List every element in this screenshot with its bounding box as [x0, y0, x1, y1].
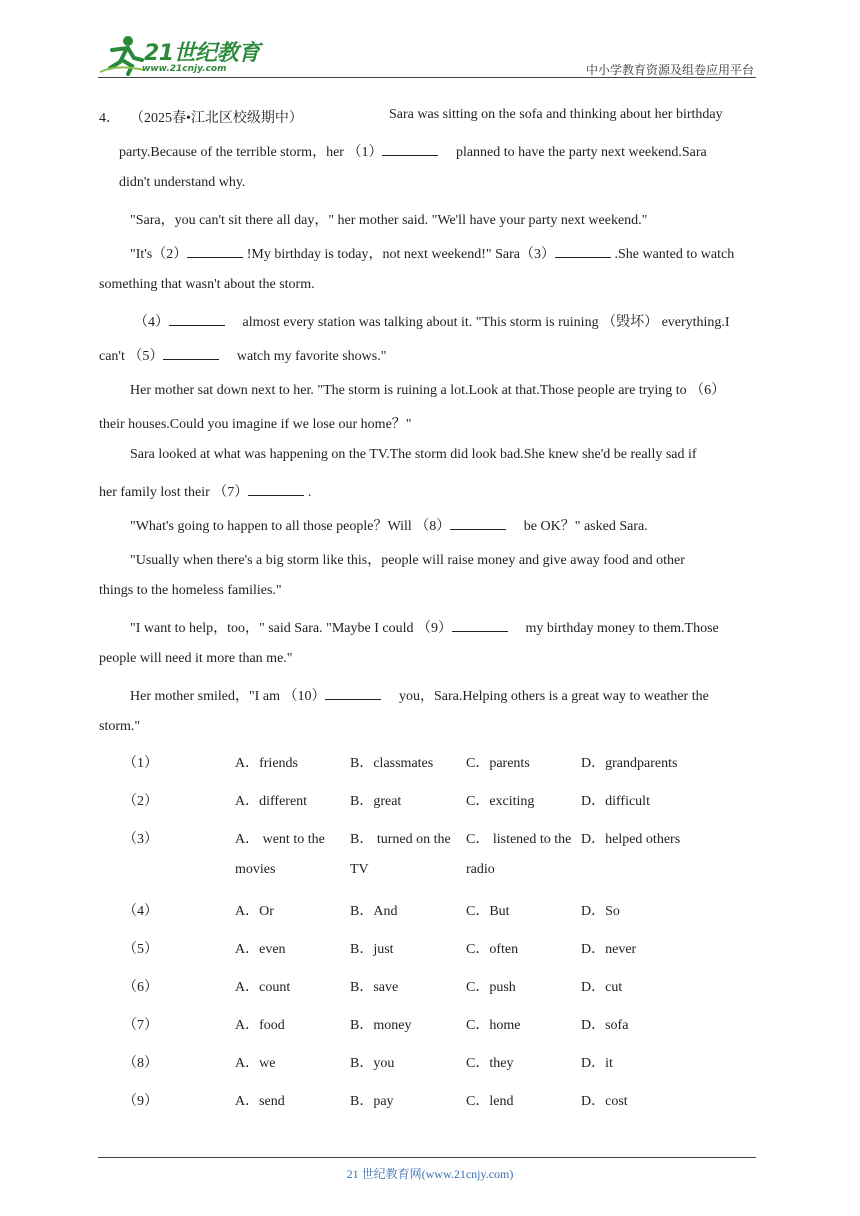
passage-line: "Sara，you can't sit there all day，" her mother said. "We'll have your party next weekend.": [130, 213, 648, 228]
option-b[interactable]: B．just: [350, 942, 394, 957]
option-a[interactable]: A．even: [235, 942, 286, 957]
option-row-number: （5）: [123, 942, 158, 957]
passage-line: "What's going to happen to all those people？Will （8） be OK？" asked Sara.: [130, 515, 648, 535]
option-c[interactable]: C．home: [466, 1018, 521, 1033]
option-b[interactable]: B．you: [350, 1056, 395, 1071]
passage-line: storm.": [99, 719, 141, 734]
option-row-number: （7）: [123, 1018, 158, 1033]
answer-blank[interactable]: [450, 515, 506, 530]
platform-title: 中小学教育资源及组卷应用平台: [585, 63, 754, 77]
option-a[interactable]: A． went to the: [235, 832, 325, 847]
footer-link[interactable]: 21 世纪教育网(www.21cnjy.com): [346, 1167, 514, 1181]
option-d[interactable]: D．cost: [581, 1094, 628, 1109]
answer-blank[interactable]: [248, 481, 304, 496]
option-a[interactable]: A．count: [235, 980, 291, 995]
option-c[interactable]: C．lend: [466, 1094, 514, 1109]
option-a[interactable]: A．different: [235, 794, 308, 809]
passage-line: "Usually when there's a big storm like this，people will raise money and give away food and other: [130, 553, 685, 568]
option-row-number: （2）: [123, 794, 158, 809]
option-d[interactable]: D．never: [581, 942, 637, 957]
logo-url: www.21cnjy.com: [142, 64, 227, 74]
option-row-number: （6）: [123, 980, 158, 995]
option-b[interactable]: B．great: [350, 794, 402, 809]
option-row-number: （8）: [123, 1056, 158, 1071]
option-c[interactable]: C．But: [466, 904, 510, 919]
passage-line: something that wasn't about the storm.: [99, 277, 315, 292]
option-a-continued[interactable]: movies: [235, 862, 276, 877]
option-a[interactable]: A．send: [235, 1094, 285, 1109]
option-d[interactable]: D．grandparents: [581, 756, 678, 771]
answer-blank[interactable]: [169, 311, 225, 326]
option-b[interactable]: B．classmates: [350, 756, 434, 771]
passage-line: people will need it more than me.": [99, 651, 293, 666]
option-d[interactable]: D．helped others: [581, 832, 681, 847]
option-d[interactable]: D．difficult: [581, 794, 650, 809]
option-a[interactable]: A．friends: [235, 756, 298, 771]
passage-line: （4） almost every station was talking about it. "This storm is ruining （毁坏） everything.I: [134, 311, 730, 331]
passage-line: party.Because of the terrible storm，her （1） planned to have the party next weekend.Sara: [119, 141, 707, 161]
option-row-number: （4）: [123, 904, 158, 919]
option-b-continued[interactable]: TV: [350, 862, 369, 877]
passage-line: Her mother sat down next to her. "The storm is ruining a lot.Look at that.Those people are trying to （6）: [130, 383, 726, 398]
passage-line: can't （5） watch my favorite shows.": [99, 345, 386, 365]
question-number: 4．: [99, 111, 120, 126]
passage-line: things to the homeless families.": [99, 583, 282, 598]
option-row-number: （9）: [123, 1094, 158, 1109]
option-b[interactable]: B．save: [350, 980, 399, 995]
runner-logo-icon: [98, 34, 146, 76]
option-a[interactable]: A．Or: [235, 904, 274, 919]
answer-blank[interactable]: [187, 243, 243, 258]
option-b[interactable]: B．pay: [350, 1094, 394, 1109]
option-a[interactable]: A．we: [235, 1056, 276, 1071]
option-b[interactable]: B．money: [350, 1018, 412, 1033]
option-c[interactable]: C．often: [466, 942, 519, 957]
option-b[interactable]: B． turned on the: [350, 832, 451, 847]
option-c-continued[interactable]: radio: [466, 862, 495, 877]
answer-blank[interactable]: [555, 243, 611, 258]
option-c[interactable]: C．push: [466, 980, 516, 995]
option-d[interactable]: D．it: [581, 1056, 613, 1071]
option-b[interactable]: B．And: [350, 904, 398, 919]
passage-line: didn't understand why.: [119, 175, 246, 190]
option-c[interactable]: C．they: [466, 1056, 514, 1071]
option-c[interactable]: C．exciting: [466, 794, 535, 809]
option-a[interactable]: A．food: [235, 1018, 285, 1033]
page-header: [98, 28, 756, 78]
header-divider: [98, 77, 756, 78]
option-d[interactable]: D．sofa: [581, 1018, 629, 1033]
site-logo[interactable]: [98, 34, 268, 76]
option-c[interactable]: C．parents: [466, 756, 530, 771]
option-row-number: （3）: [123, 832, 158, 847]
logo-text: 21世纪教育: [144, 41, 260, 66]
answer-blank[interactable]: [325, 685, 381, 700]
passage-line: "It's（2） !My birthday is today，not next weekend!" Sara（3） .She wanted to watch: [130, 243, 734, 263]
question-source: （2025春•江北区校级期中）: [130, 111, 303, 126]
answer-blank[interactable]: [163, 345, 219, 360]
passage-line: their houses.Could you imagine if we lose our home？": [99, 417, 412, 432]
footer-divider: [98, 1157, 756, 1158]
answer-blank[interactable]: [452, 617, 508, 632]
option-d[interactable]: D．So: [581, 904, 620, 919]
option-c[interactable]: C． listened to the: [466, 832, 572, 847]
passage-line: "I want to help，too，" said Sara. "Maybe I could （9） my birthday money to them.Those: [130, 617, 719, 637]
option-row-number: （1）: [123, 756, 158, 771]
option-d[interactable]: D．cut: [581, 980, 623, 995]
answer-blank[interactable]: [382, 141, 438, 156]
passage-line: her family lost their （7） .: [99, 481, 311, 501]
passage-line: Sara looked at what was happening on the TV.The storm did look bad.She knew she'd be really sad if: [130, 447, 697, 462]
passage-line: Sara was sitting on the sofa and thinking about her birthday: [389, 107, 723, 122]
passage-line: Her mother smiled，"I am （10） you，Sara.Helping others is a great way to weather the: [130, 685, 709, 705]
